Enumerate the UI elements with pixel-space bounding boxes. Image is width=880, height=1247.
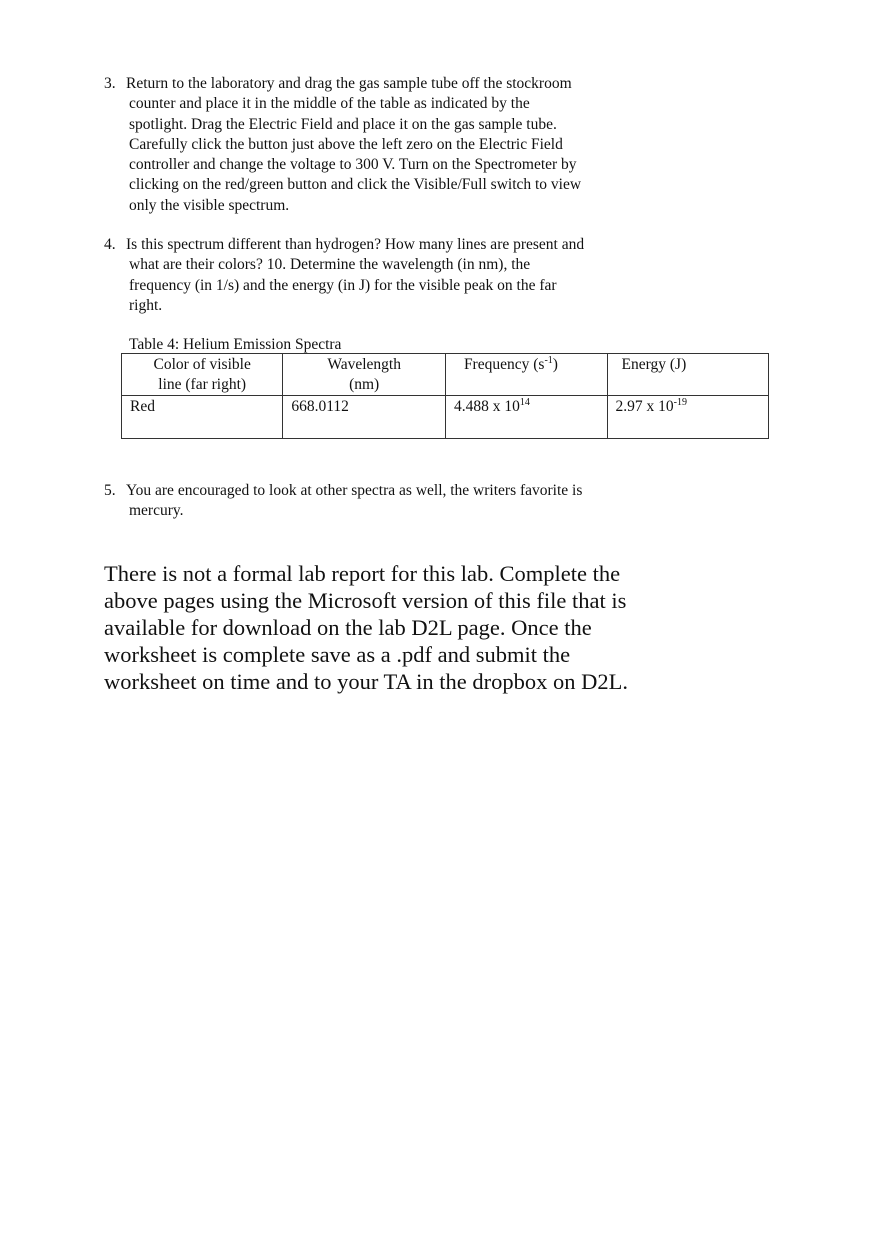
header-wavelength-line1: Wavelength	[327, 356, 401, 373]
step-number: 5.	[104, 482, 116, 499]
header-color	[122, 354, 283, 396]
header-frequency-exp: -1	[544, 354, 553, 366]
note-line: worksheet is complete save as a .pdf and submit the	[104, 642, 571, 667]
step-5	[104, 481, 644, 522]
header-energy-label: Energy (J)	[621, 356, 687, 373]
header-frequency	[445, 354, 607, 396]
header-energy	[607, 354, 768, 396]
cell-frequency	[445, 396, 607, 439]
header-wavelength	[283, 354, 446, 396]
step-4	[104, 235, 644, 316]
table-caption: Table 4: Helium Emission Spectra	[129, 336, 342, 353]
cell-wavelength: 668.0112	[283, 396, 446, 439]
note-line: available for download on the lab D2L page. Once the	[104, 615, 592, 640]
step-text-line: controller and change the voltage to 300 V. Turn on the Spectrometer by	[129, 156, 577, 174]
note-line: worksheet on time and to your TA in the dropbox on D2L.	[104, 669, 628, 694]
header-frequency-base: Frequency (s	[463, 356, 545, 373]
table-header-row	[122, 354, 769, 396]
step-text-line: what are their colors? 10. Determine the wavelength (in nm), the	[129, 256, 531, 274]
step-text-line: You are encouraged to look at other spectra as well, the writers favorite is	[126, 482, 583, 499]
cell-energy-base: 2.97 x 10	[615, 398, 674, 415]
header-color-line1: Color of visible	[153, 356, 251, 373]
step-text-line: counter and place it in the middle of the table as indicated by the	[129, 95, 530, 113]
step-text-line: mercury.	[129, 502, 184, 520]
step-text-line: Return to the laboratory and drag the gas sample tube off the stockroom	[126, 75, 572, 92]
cell-color: Red	[122, 396, 283, 439]
step-text-line: only the visible spectrum.	[129, 196, 290, 214]
note-line: above pages using the Microsoft version of this file that is	[104, 588, 627, 613]
cell-energy-exp: -19	[673, 396, 687, 408]
step-3	[104, 74, 644, 216]
cell-energy	[607, 396, 768, 439]
step-text-line: Carefully click the button just above the left zero on the Electric Field	[129, 135, 563, 153]
step-text-line: Is this spectrum different than hydrogen? How many lines are present and	[126, 236, 585, 253]
step-number: 4.	[104, 236, 116, 253]
cell-frequency-base: 4.488 x 10	[453, 398, 520, 415]
cell-frequency-exp: 14	[519, 396, 530, 408]
helium-emission-table	[121, 353, 769, 439]
header-wavelength-line2: (nm)	[349, 375, 380, 393]
step-text-line: clicking on the red/green button and click the Visible/Full switch to view	[129, 176, 582, 194]
step-text-line: spotlight. Drag the Electric Field and place it on the gas sample tube.	[129, 115, 557, 133]
header-color-line2: line (far right)	[158, 375, 247, 393]
step-text-line: frequency (in 1/s) and the energy (in J) for the visible peak on the far	[129, 276, 557, 294]
note-line: There is not a formal lab report for this lab. Complete the	[104, 561, 621, 586]
step-number: 3.	[104, 75, 116, 92]
step-text-line: right.	[129, 296, 163, 314]
lab-report-note	[104, 560, 664, 695]
header-frequency-close: )	[552, 356, 558, 373]
table-row	[122, 396, 769, 439]
